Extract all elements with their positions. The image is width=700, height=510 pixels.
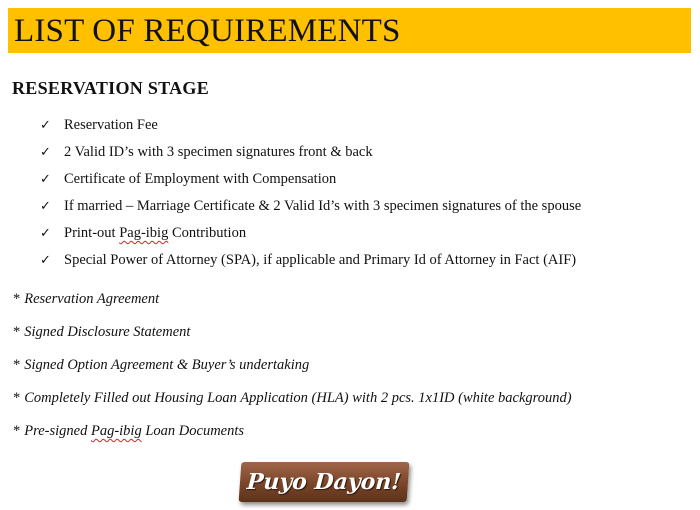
note-item xyxy=(13,321,572,354)
note-item xyxy=(13,420,572,453)
note-text: Completely Filled out Housing Loan Application (HLA) with 2 pcs. 1x1ID (white background) xyxy=(24,390,572,406)
note-text: Signed Option Agreement & Buyer’s undertaking xyxy=(24,357,310,373)
list-item-text: Special Power of Attorney (SPA), if applicable and Primary Id of Attorney in Fact (AIF) xyxy=(64,252,577,268)
asterisk-bullet: * xyxy=(13,357,21,373)
asterisk-bullet: * xyxy=(13,390,21,406)
note-item xyxy=(13,288,572,321)
checkmark-icon: ✓ xyxy=(40,199,51,214)
note-text: Reservation Agreement xyxy=(24,291,160,307)
additional-documents-list xyxy=(13,288,572,453)
list-item xyxy=(40,112,581,139)
logo-text: Puyo Dayon! xyxy=(246,469,402,495)
checkmark-icon: ✓ xyxy=(40,253,51,268)
list-item xyxy=(40,139,581,166)
note-text: Pre-signed Pag-ibig Loan Documents xyxy=(24,423,245,439)
list-item-text: Certificate of Employment with Compensation xyxy=(64,171,337,187)
section-heading: RESERVATION STAGE xyxy=(12,78,210,98)
list-item-text: 2 Valid ID’s with 3 specimen signatures front & back xyxy=(64,144,373,160)
note-item xyxy=(13,354,572,387)
checkmark-icon: ✓ xyxy=(40,145,51,160)
asterisk-bullet: * xyxy=(13,423,21,439)
puyo-dayon-logo xyxy=(239,462,410,502)
checkmark-icon: ✓ xyxy=(40,226,51,241)
list-item xyxy=(40,220,581,247)
note-text: Signed Disclosure Statement xyxy=(24,324,191,340)
list-item-text: Print-out Pag-ibig Contribution xyxy=(64,225,247,241)
list-item-text: Reservation Fee xyxy=(64,117,158,133)
checkmark-icon: ✓ xyxy=(40,118,51,133)
note-item xyxy=(13,387,572,420)
asterisk-bullet: * xyxy=(13,291,21,307)
title-banner xyxy=(8,8,691,53)
checkmark-icon: ✓ xyxy=(40,172,51,187)
list-item xyxy=(40,193,581,220)
requirements-checklist xyxy=(40,112,581,274)
list-item xyxy=(40,247,581,274)
spellcheck-flagged-word: Pag-ibig xyxy=(119,225,169,241)
list-item xyxy=(40,166,581,193)
page-title: LIST OF REQUIREMENTS xyxy=(14,13,401,49)
asterisk-bullet: * xyxy=(13,324,21,340)
spellcheck-flagged-word: Pag-ibig xyxy=(90,423,142,439)
list-item-text: If married – Marriage Certificate & 2 Valid Id’s with 3 specimen signatures of the spouse xyxy=(64,198,582,214)
